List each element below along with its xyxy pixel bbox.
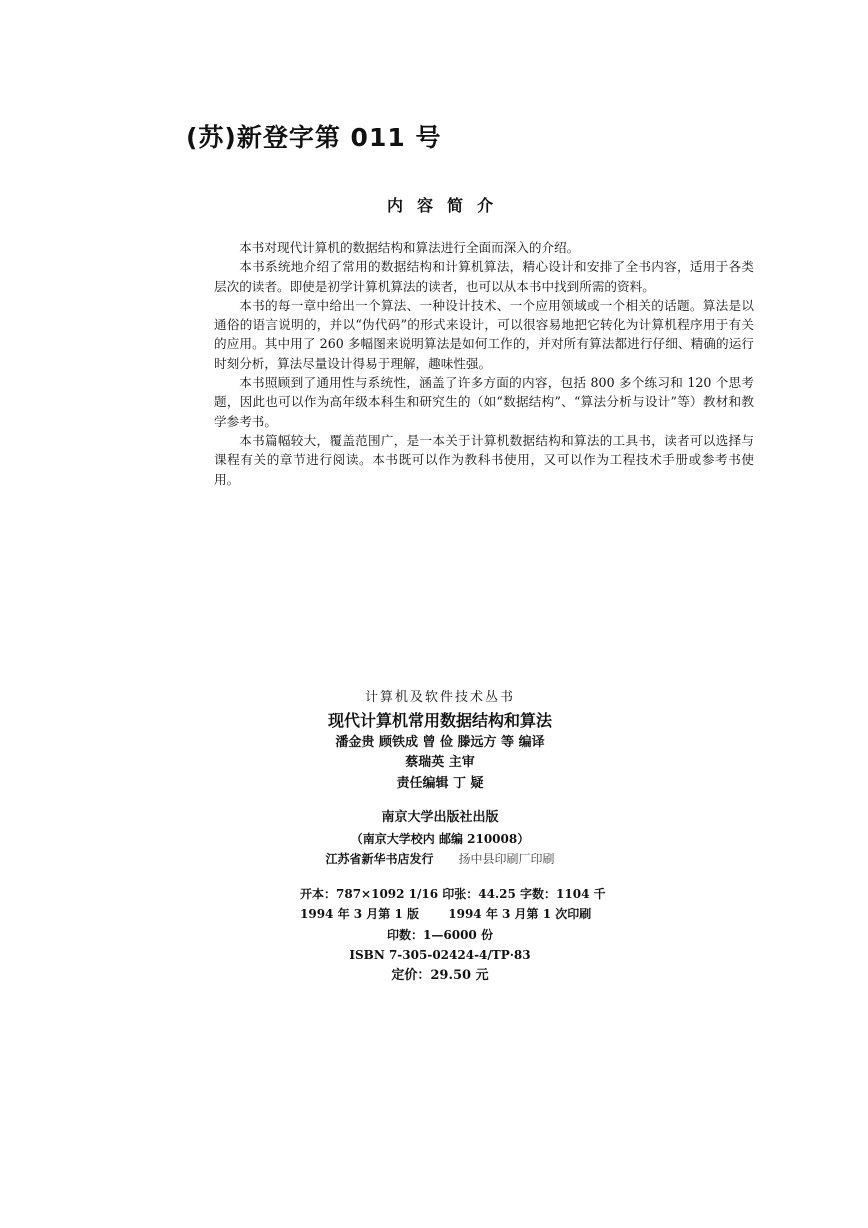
summary-title: 内容简介 (386, 196, 507, 215)
printer: 扬中县印刷厂印刷 (458, 852, 555, 866)
summary-paragraph: 本书篇幅较大，覆盖范围广，是一本关于计算机数据结构和算法的工具书，读者可以选择与课程有关的章节进行阅读。本书既可以作为教科书使用，又可以作为工程技术手册或参考书使用。 (214, 432, 754, 487)
editor: 责任编辑 丁 疑 (396, 775, 484, 791)
edition: 1994 年 3 月第 1 版 (300, 907, 419, 921)
print-run: 印数：1—6000 份 (387, 927, 493, 942)
price: 定价：29.50 元 (391, 967, 489, 983)
summary-section (214, 238, 754, 489)
distribution-printing (300, 849, 580, 870)
translators: 潘金贵 顾铁成 曾 俭 滕远方 等 编译 (335, 734, 545, 750)
book-title: 现代计算机常用数据结构和算法 (327, 710, 552, 730)
summary-paragraph: 本书的每一章中给出一个算法、一种设计技术、一个应用领域或一个相关的话题。算法是以通俗的语言说明的，并以“伪代码”的形式来设计，可以很容易地把它转化为计算机程序用于有关的应用。其中用了 260 多幅图来说明算法是如何工作的，并对所有算法都进行仔细、精确的运行时刻分析，算法尽量设计得易于理解，趣味性强。 (214, 297, 754, 371)
registration-number: (苏)新登字第 011 号 (186, 123, 442, 152)
reviewer: 蔡瑞英 主审 (405, 755, 475, 770)
publisher: 南京大学出版社出版 (381, 810, 499, 825)
summary-paragraph: 本书照顾到了通用性与系统性，涵盖了许多方面的内容，包括 800 多个练习和 120 个思考题，因此也可以作为高年级本科生和研究生的（如“数据结构”、“算法分析与设计”等）教材和教学参考书。 (214, 375, 754, 429)
publisher-address: （南京大学校内 邮编 210008） (350, 831, 530, 846)
series-name: 计算机及软件技术丛书 (364, 690, 515, 705)
edition-info (300, 904, 592, 925)
distributor: 江苏省新华书店发行 (325, 852, 434, 866)
colophon (300, 688, 606, 986)
summary-paragraph: 本书对现代计算机的数据结构和算法进行全面而深入的介绍。 (239, 240, 580, 255)
summary-paragraph: 本书系统地介绍了常用的数据结构和计算机算法，精心设计和安排了全书内容，适用于各类层次的读者。即使是初学计算机算法的读者，也可以从本书中找到所需的资料。 (214, 259, 754, 294)
printing: 1994 年 3 月第 1 次印刷 (448, 907, 592, 921)
book-format: 开本：787×1092 1/16 印张：44.25 字数：1104 千 (300, 886, 606, 901)
isbn: ISBN 7-305-02424-4/TP·83 (349, 948, 531, 962)
